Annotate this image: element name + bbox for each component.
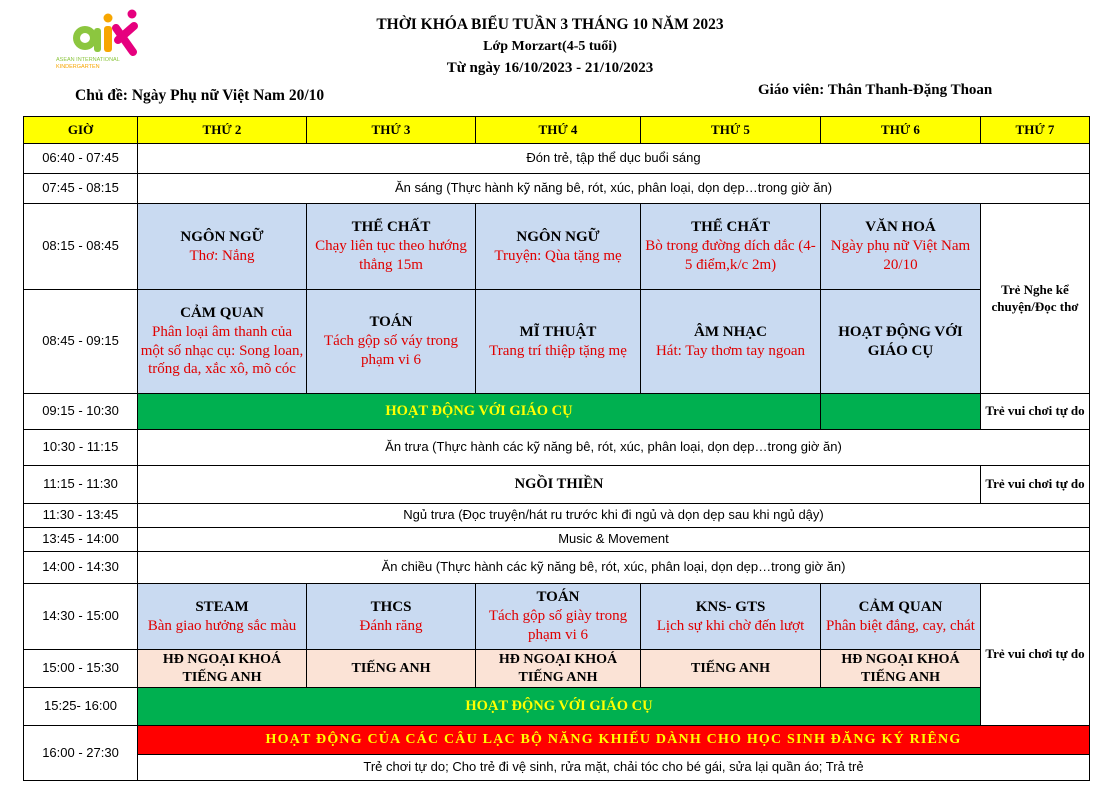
topic: Chủ đề: Ngày Phụ nữ Việt Nam 20/10	[75, 87, 325, 104]
time-cell: 06:40 - 07:45	[24, 144, 138, 174]
time-cell: 15:25- 16:00	[24, 688, 138, 726]
svg-text:ASEAN INTERNATIONAL: ASEAN INTERNATIONAL	[56, 57, 120, 63]
lesson-detail: Lịch sự khi chờ đến lượt	[656, 617, 805, 634]
column-header-sat: THỨ 7	[981, 117, 1090, 144]
lesson-detail: Phân biệt đắng, cay, chát	[826, 617, 975, 634]
lesson-subject: THCS	[370, 598, 412, 615]
english-cell: TIẾNG ANH	[641, 650, 821, 688]
lesson-detail: Phân loại âm thanh của một số nhạc cụ: Song loan, trống da, xắc xô, mõ cóc	[140, 323, 304, 378]
lesson-subject: VĂN HOÁ	[865, 219, 936, 236]
lesson-subject: CẢM QUAN	[858, 598, 943, 615]
lesson-detail: Bàn giao hưởng sắc màu	[147, 617, 297, 634]
table-row	[24, 528, 1090, 552]
date-range: Từ ngày 16/10/2023 - 21/10/2023	[446, 60, 654, 76]
lesson-subject: MĨ THUẬT	[519, 323, 597, 340]
activity-cell: Trẻ chơi tự do; Cho trẻ đi vệ sinh, rửa mặt, chải tóc cho bé gái, sửa lại quần áo; Trả trẻ	[138, 755, 1090, 781]
table-row	[24, 650, 1090, 688]
time-cell: 07:45 - 08:15	[24, 174, 138, 204]
table-row	[24, 726, 1090, 755]
activity-cell-empty	[821, 394, 981, 430]
table-row	[24, 755, 1090, 781]
lesson-cell	[138, 584, 307, 650]
activity-cell: Đón trẻ, tập thể dục buổi sáng	[138, 144, 1090, 174]
lesson-detail: Chạy liên tục theo hướng thẳng 15m	[315, 238, 467, 273]
lesson-cell	[641, 584, 821, 650]
header-row	[24, 117, 1090, 144]
column-header-wed: THỨ 4	[476, 117, 641, 144]
lesson-cell	[138, 204, 307, 290]
lesson-detail: Truyện: Qùa tặng mẹ	[494, 247, 622, 264]
lesson-detail: Đánh răng	[359, 617, 423, 634]
lesson-cell	[476, 204, 641, 290]
lesson-subject: NGÔN NGỮ	[180, 228, 264, 245]
lesson-subject: NGÔN NGỮ	[516, 228, 600, 245]
time-cell: 11:15 - 11:30	[24, 466, 138, 504]
column-header-time: GIỜ	[24, 117, 138, 144]
activity-cell: Music & Movement	[138, 528, 1090, 552]
table-row	[24, 394, 1090, 430]
teacher-name: Giáo viên: Thân Thanh-Đặng Thoan	[758, 82, 993, 98]
table-row	[24, 504, 1090, 528]
lesson-detail: Tách gộp số giày trong phạm vi 6	[488, 608, 628, 643]
schedule-title: THỜI KHÓA BIỂU TUẦN 3 THÁNG 10 NĂM 2023	[376, 16, 724, 33]
lesson-subject: HOẠT ĐỘNG VỚI GIÁO CỤ	[838, 323, 963, 359]
saturday-cell: Trẻ Nghe kể chuyện/Đọc thơ	[981, 204, 1090, 394]
column-header-fri: THỨ 6	[821, 117, 981, 144]
saturday-cell: Trẻ vui chơi tự do	[981, 394, 1090, 430]
lesson-cell	[821, 584, 981, 650]
english-cell: TIẾNG ANH	[307, 650, 476, 688]
saturday-cell: Trẻ vui chơi tự do	[981, 584, 1090, 726]
activity-cell: Ăn chiều (Thực hành các kỹ năng bê, rót, xúc, phân loại, dọn dẹp…trong giờ ăn)	[138, 552, 1090, 584]
table-row	[24, 174, 1090, 204]
lesson-detail: Bò trong đường dích dắc (4-5 điểm,k/c 2m)	[645, 238, 816, 273]
lesson-subject: THỂ CHẤT	[351, 219, 431, 236]
table-row	[24, 430, 1090, 466]
extracurricular-cell: HĐ NGOẠI KHOÁ TIẾNG ANH	[821, 650, 981, 688]
activity-cell: Ăn sáng (Thực hành kỹ năng bê, rót, xúc, phân loại, dọn dẹp…trong giờ ăn)	[138, 174, 1090, 204]
table-row	[24, 204, 1090, 290]
time-cell: 14:30 - 15:00	[24, 584, 138, 650]
lesson-cell	[307, 290, 476, 394]
time-cell: 10:30 - 11:15	[24, 430, 138, 466]
time-cell: 13:45 - 14:00	[24, 528, 138, 552]
lesson-subject: TOÁN	[536, 589, 580, 606]
column-header-mon: THỨ 2	[138, 117, 307, 144]
class-name: Lớp Morzart(4-5 tuổi)	[483, 39, 617, 54]
time-cell: 14:00 - 14:30	[24, 552, 138, 584]
extracurricular-cell: HĐ NGOẠI KHOÁ TIẾNG ANH	[138, 650, 307, 688]
lesson-cell	[476, 290, 641, 394]
svg-text:KINDERGARTEN: KINDERGARTEN	[56, 64, 100, 70]
lesson-cell	[307, 584, 476, 650]
table-row	[24, 552, 1090, 584]
club-activity-cell: HOẠT ĐỘNG CỦA CÁC CÂU LẠC BỘ NĂNG KHIẾU DÀNH CHO HỌC SINH ĐĂNG KÝ RIÊNG	[138, 726, 1090, 755]
lesson-subject: ÂM NHẠC	[694, 323, 767, 340]
activity-cell: HOẠT ĐỘNG VỚI GIÁO CỤ	[138, 394, 821, 430]
time-cell: 16:00 - 27:30	[24, 726, 138, 781]
time-cell: 09:15 - 10:30	[24, 394, 138, 430]
lesson-detail: Trang trí thiệp tặng mẹ	[489, 342, 627, 359]
column-header-thu: THỨ 5	[641, 117, 821, 144]
extracurricular-cell: HĐ NGOẠI KHOÁ TIẾNG ANH	[476, 650, 641, 688]
lesson-subject: STEAM	[195, 598, 249, 615]
lesson-cell	[821, 204, 981, 290]
table-row	[24, 584, 1090, 650]
lesson-subject: TOÁN	[369, 314, 413, 331]
lesson-detail: Thơ: Nắng	[189, 247, 255, 264]
activity-cell: HOẠT ĐỘNG VỚI GIÁO CỤ	[138, 688, 981, 726]
time-cell: 15:00 - 15:30	[24, 650, 138, 688]
column-header-tue: THỨ 3	[307, 117, 476, 144]
time-cell: 08:45 - 09:15	[24, 290, 138, 394]
lesson-detail: Hát: Tay thơm tay ngoan	[655, 342, 806, 359]
saturday-cell: Trẻ vui chơi tự do	[981, 466, 1090, 504]
table-row	[24, 466, 1090, 504]
activity-cell: NGỒI THIỀN	[138, 466, 981, 504]
activity-cell: Ngủ trưa (Đọc truyện/hát ru trước khi đi ngủ và dọn dẹp sau khi ngủ dậy)	[138, 504, 1090, 528]
lesson-cell	[307, 204, 476, 290]
lesson-subject: KNS- GTS	[695, 598, 766, 615]
lesson-cell	[821, 290, 981, 394]
lesson-subject: CẢM QUAN	[180, 305, 264, 321]
time-cell: 11:30 - 13:45	[24, 504, 138, 528]
activity-cell: Ăn trưa (Thực hành các kỹ năng bê, rót, xúc, phân loại, dọn dẹp…trong giờ ăn)	[138, 430, 1090, 466]
table-row	[24, 688, 1090, 726]
lesson-cell	[138, 290, 307, 394]
lesson-cell	[641, 204, 821, 290]
time-cell: 08:15 - 08:45	[24, 204, 138, 290]
lesson-cell	[476, 584, 641, 650]
table-row	[24, 144, 1090, 174]
lesson-cell	[641, 290, 821, 394]
lesson-detail: Tách gộp số váy trong phạm vi 6	[323, 333, 459, 368]
table-row	[24, 290, 1090, 394]
lesson-detail: Ngày phụ nữ Việt Nam 20/10	[830, 238, 971, 273]
lesson-subject: THỂ CHẤT	[691, 219, 770, 236]
timetable	[23, 116, 1090, 781]
